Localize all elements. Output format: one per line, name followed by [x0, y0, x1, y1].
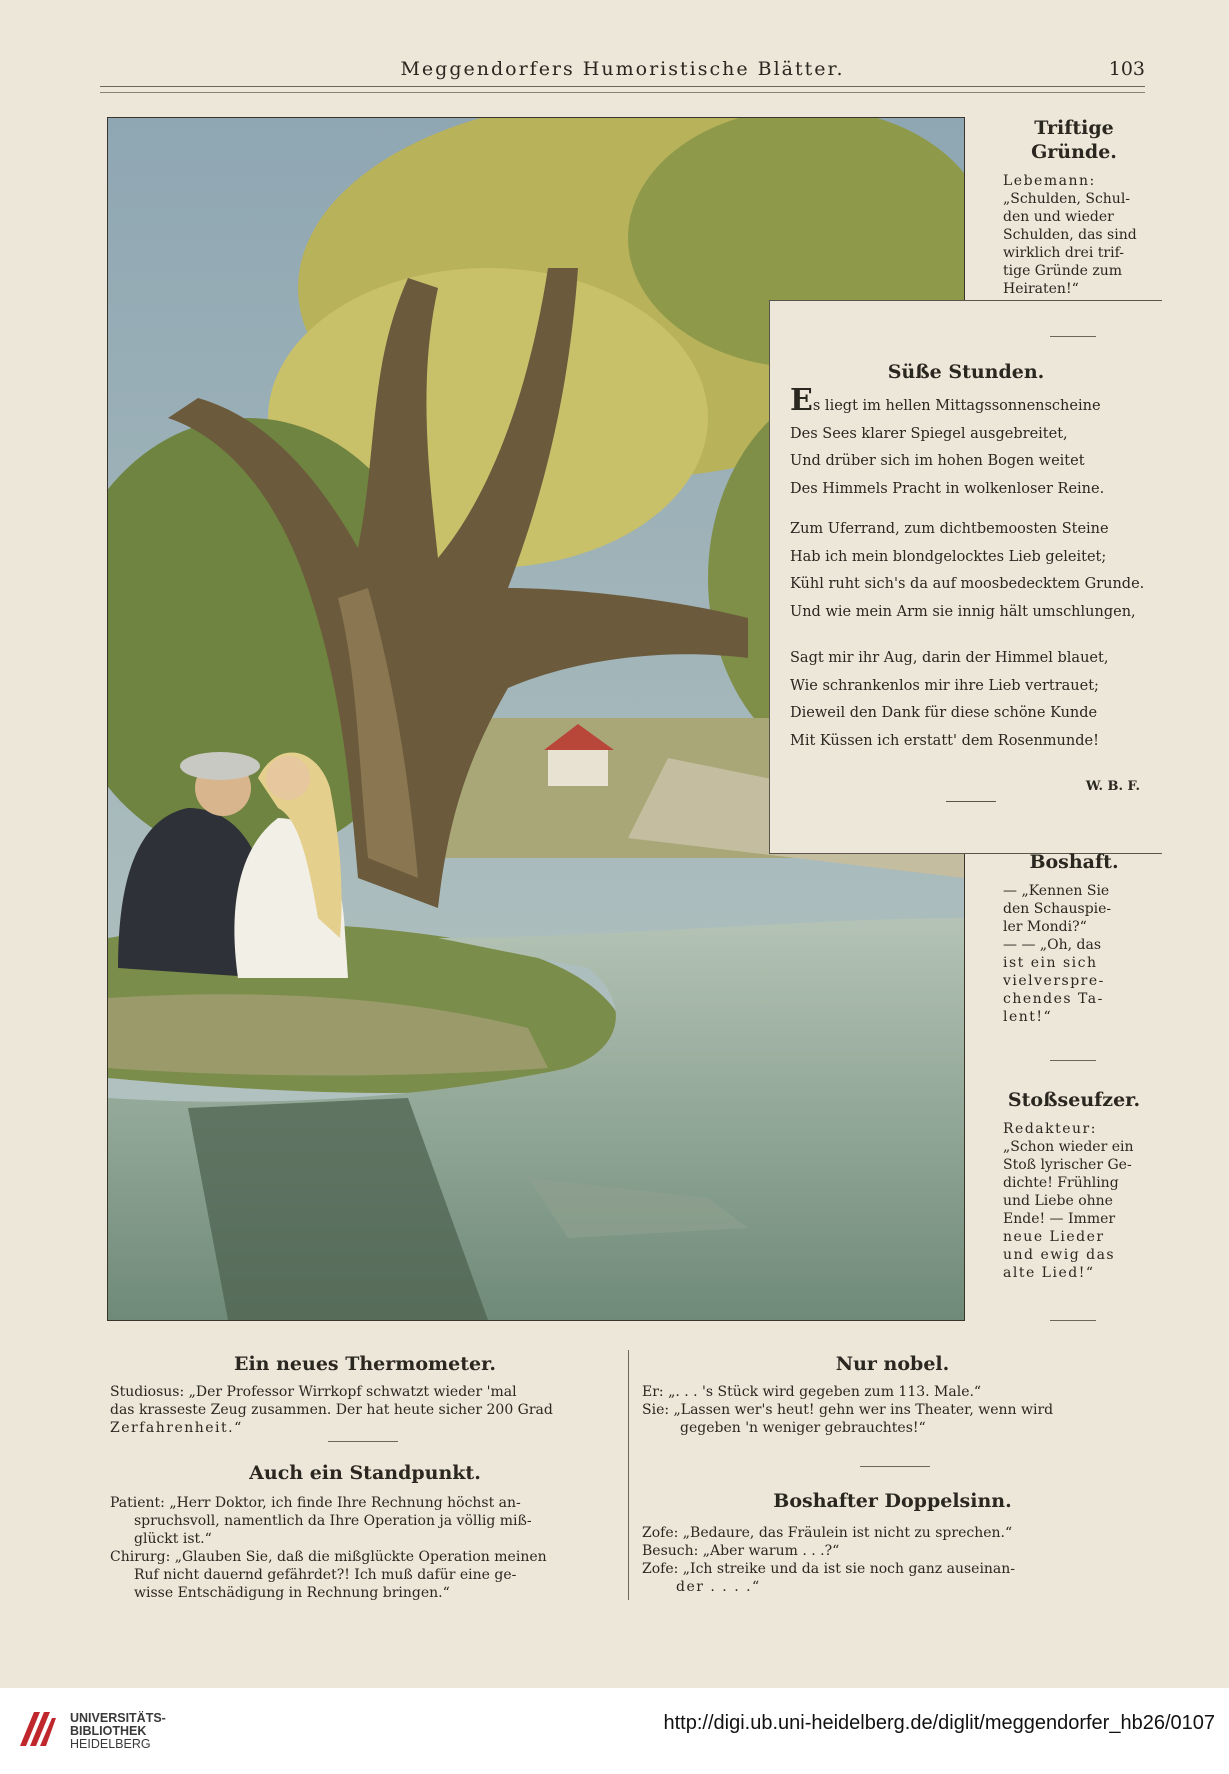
column-divider — [628, 1350, 629, 1600]
poem-dropcap: E — [790, 383, 813, 418]
joke-text-doppelsinn: Zofe: „Bedaure, das Fräulein ist nicht zu sprechen.“ Besuch: „Aber warum . . .?“ Zofe: „Ich streike und da ist sie noch ganz auseinan- der . . . .“ — [642, 1525, 1016, 1595]
joke-text: Redakteur: „Schon wieder ein Stoß lyrischer Ge- dichte! Frühling und Liebe ohne Ende! — Immer neue Lieder und ewig das alte Lied!“ — [1003, 1121, 1134, 1281]
joke-title-standpunkt: Auch ein Standpunkt. — [249, 1462, 481, 1484]
joke-boshaft — [1003, 850, 1145, 1026]
joke-triftige-gruende — [1003, 116, 1145, 298]
joke-title: Stoßseufzer. — [1007, 1089, 1141, 1111]
joke-title-nobel: Nur nobel. — [835, 1353, 950, 1375]
poem-line: Des Himmels Pracht in wolkenloser Reine. — [790, 480, 1105, 497]
poem-line: Es liegt im hellen Mittagssonnenscheine — [790, 383, 1101, 418]
poem-box — [769, 300, 1162, 854]
poem-stanza-1 — [790, 383, 1150, 503]
side-rule — [1050, 336, 1096, 337]
page-number: 103 — [1108, 58, 1145, 80]
poem-line: Hab ich mein blondgelocktes Lieb geleitet; — [790, 548, 1107, 565]
joke-title-thermometer: Ein neues Thermometer. — [233, 1353, 496, 1375]
library-footer — [0, 1688, 1229, 1774]
side-rule — [1050, 1060, 1096, 1061]
poem-line: Und drüber sich im hohen Bogen weitet — [790, 453, 1085, 469]
joke-text-standpunkt: Patient: „Herr Doktor, ich finde Ihre Rechnung höchst an- spruchsvoll, namentlich da Ihre Operation ja völlig miß- glückt ist.“ Chirurg: „Glauben Sie, daß die mißglückte Operation meinen Ruf nicht dauernd gefährdet?! Ich muß dafür eine ge- wisse Entschädigung in Rechnung bringen.“ — [110, 1495, 547, 1601]
poem-author: W. B. F. — [1085, 779, 1140, 794]
source-url-link[interactable]: http://digi.ub.uni-heidelberg.de/diglit/meggendorfer_hb26/0107 — [663, 1712, 1215, 1734]
poem-stanza-2 — [790, 516, 1150, 626]
section-rule — [860, 1466, 930, 1467]
header-rule — [100, 92, 1145, 93]
library-logo-icon — [14, 1706, 60, 1752]
running-head — [100, 56, 1145, 87]
section-rule — [328, 1441, 398, 1442]
poem-line: Sagt mir ihr Aug, darin der Himmel blauet, — [790, 650, 1109, 666]
joke-text-thermometer: Studiosus: „Der Professor Wirrkopf schwatzt wieder 'mal das krasseste Zeug zusammen. Der hat heute sicher 200 Grad Zerfahrenheit.“ — [110, 1384, 553, 1436]
joke-stossseufzer — [1003, 1088, 1145, 1282]
poem-line: Dieweil den Dank für diese schöne Kunde — [790, 705, 1098, 721]
poem-line: Des Sees klarer Spiegel ausgebreitet, — [790, 425, 1068, 442]
poem-rule — [946, 801, 996, 802]
poem-stanza-3 — [790, 645, 1150, 755]
joke-title: Triftige Gründe. — [1031, 117, 1117, 163]
joke-text: — „Kennen Sie den Schauspie- ler Mondi?“ — — „Oh, das ist ein sich vielversprе- chendes Ta- lent!“ — [1003, 883, 1112, 1025]
running-title: Meggendorfers Humoristische Blätter. — [400, 58, 845, 80]
poem-line: Und wie mein Arm sie innig hält umschlungen, — [790, 603, 1136, 620]
side-rule — [1050, 1320, 1096, 1321]
poem-line: Wie schrankenlos mir ihre Lieb vertrauet; — [790, 677, 1099, 694]
joke-title: Boshaft. — [1029, 851, 1119, 873]
joke-text: Lebemann: „Schulden, Schul- den und wieder Schulden, das sind wirklich drei trif- tige Gründe zum Heiraten!“ — [1003, 173, 1137, 297]
joke-title-doppelsinn: Boshafter Doppelsinn. — [773, 1490, 1012, 1512]
poem-line: Mit Küssen ich erstatt' dem Rosenmunde! — [790, 732, 1099, 749]
library-name: UNIVERSITÄTS- BIBLIOTHEK HEIDELBERG — [70, 1711, 166, 1751]
poem-line: Kühl ruht sich's da auf moosbedecktem Grunde. — [790, 576, 1145, 592]
poem-line: Zum Uferrand, zum dichtbemoosten Steine — [790, 521, 1109, 537]
poem-title: Süße Stunden. — [887, 361, 1045, 383]
joke-text-nobel: Er: „. . . 's Stück wird gegeben zum 113. Male.“ Sie: „Lassen wer's heut! gehn wer ins Theater, wenn wird gegeben 'n weniger gebrauchtes!“ — [642, 1384, 1054, 1436]
